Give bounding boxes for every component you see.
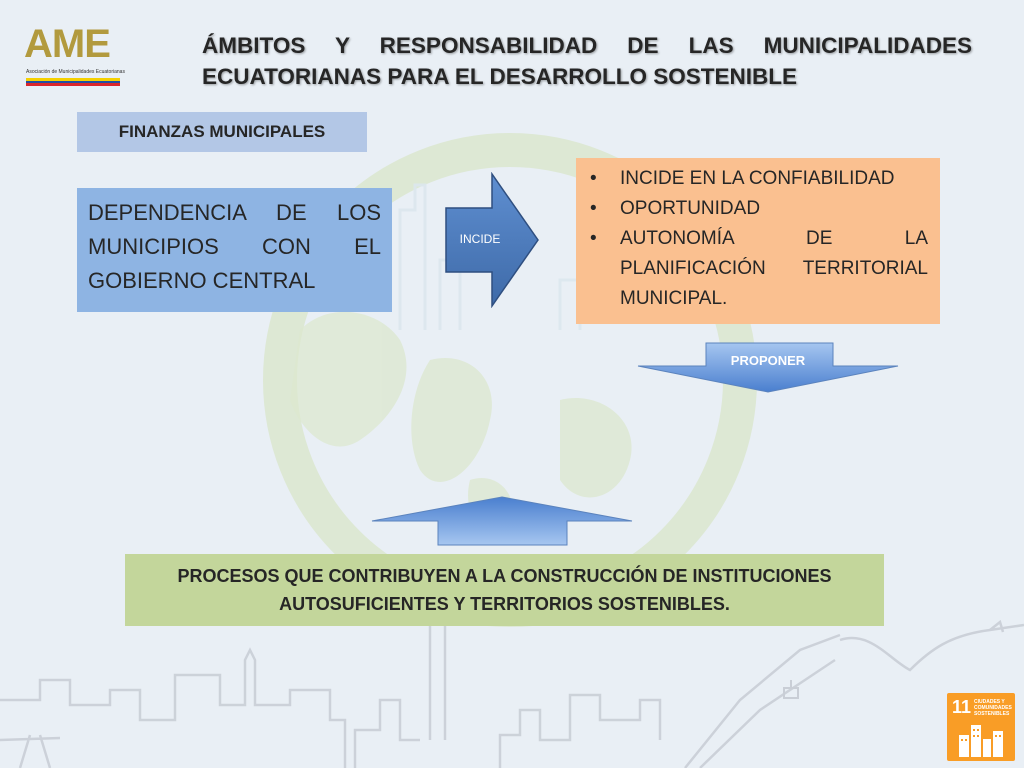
flag-stripe: [26, 83, 120, 86]
processes-box: PROCESOS QUE CONTRIBUYEN A LA CONSTRUCCIÓN DE INSTITUCIONES AUTOSUFICIENTES Y TERRITORIOS SOSTENIBLES.: [125, 554, 884, 626]
section-label: FINANZAS MUNICIPALES: [77, 112, 367, 152]
bullet-icon: •: [590, 168, 597, 189]
effect-text: OPORTUNIDAD: [620, 198, 761, 219]
sdg-number: 11: [952, 697, 972, 717]
slide-title: ÁMBITOS Y RESPONSABILIDAD DE LAS MUNICIPALIDADES ECUATORIANAS PARA EL DESARROLLO SOSTENIBLE: [202, 33, 972, 89]
bullet-icon: •: [590, 198, 597, 219]
effects-box: [576, 158, 940, 324]
effect-text: AUTONOMÍA DE LA PLANIFICACIÓN TERRITORIAL MUNICIPAL.: [620, 228, 928, 309]
logo-wordmark: AME: [24, 22, 110, 66]
sdg-11-badge: [947, 693, 1015, 761]
ecuador-flag-stripe: [26, 78, 120, 86]
proponer-arrow: [636, 342, 900, 394]
up-arrow: [370, 495, 634, 547]
city-buildings-icon: [959, 721, 1005, 757]
incide-label: INCIDE: [459, 232, 501, 246]
effect-item: [584, 194, 928, 224]
dependency-box: DEPENDENCIA DE LOS MUNICIPIOS CON EL GOBIERNO CENTRAL: [77, 188, 392, 312]
city-skyline: [0, 610, 1024, 768]
proponer-label: PROPONER: [730, 353, 806, 368]
logo-caption: Asociación de Municipalidades Ecuatorianas: [26, 69, 125, 75]
effect-text: INCIDE EN LA CONFIABILIDAD: [620, 168, 895, 189]
effect-item: [584, 224, 928, 314]
effect-item: [584, 164, 928, 194]
sdg-text: CIUDADES Y COMUNIDADES SOSTENIBLES: [974, 699, 1012, 717]
effects-list: [584, 164, 928, 314]
ame-logo: [24, 22, 124, 88]
cable-car-icon: [784, 680, 798, 698]
bullet-icon: •: [590, 228, 597, 249]
